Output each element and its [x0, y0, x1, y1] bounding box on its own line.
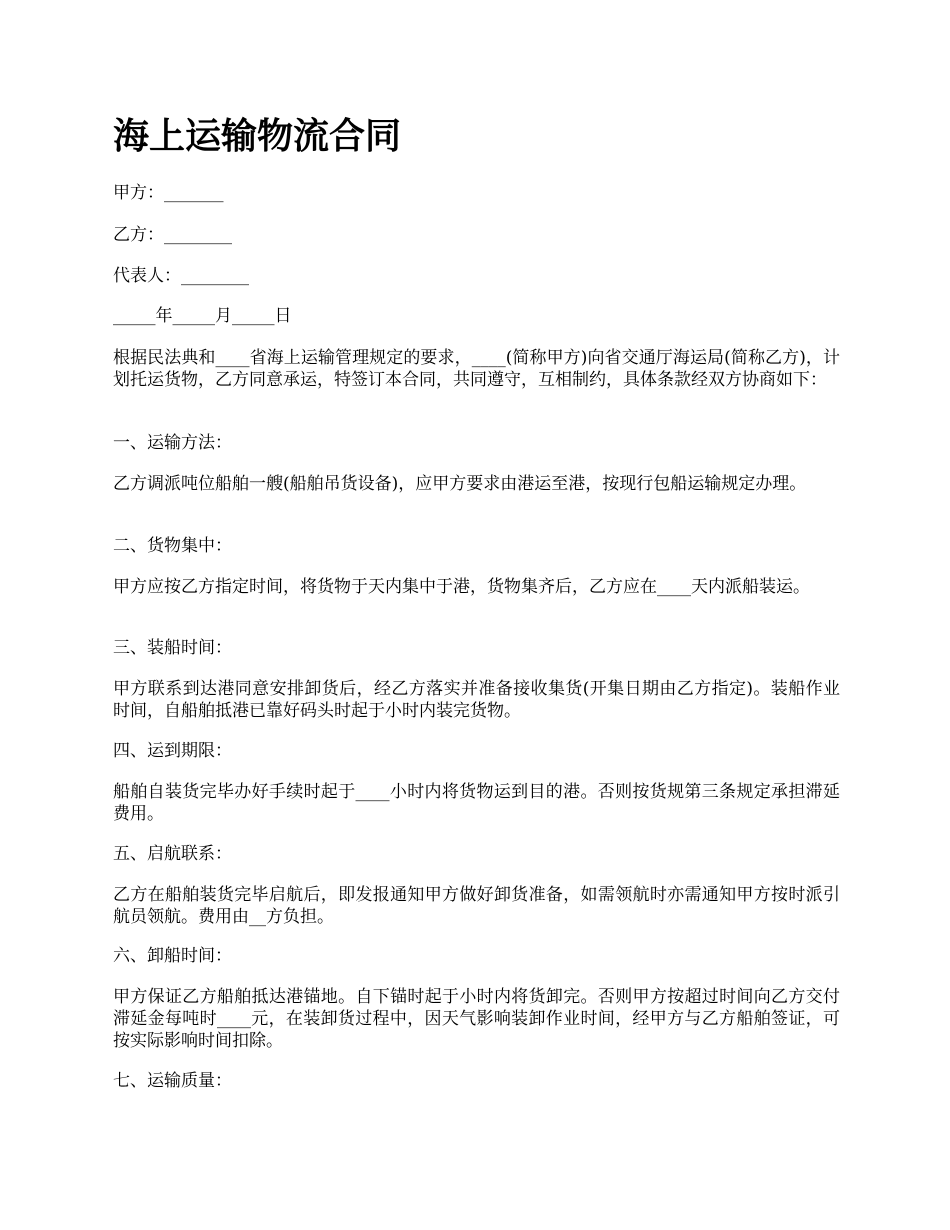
date-line: _____年_____月_____日 [113, 306, 292, 326]
section-body-3: 甲方联系到达港同意安排卸货后，经乙方落实并准备接收集货(开集日期由乙方指定)。装船作业时间，自船舶抵港已靠好码头时起于小时内装完货物。 [113, 679, 840, 721]
section-heading-2: 二、货物集中： [113, 536, 232, 556]
section-body-6: 甲方保证乙方船舶抵达港锚地。自下锚时起于小时内将货卸完。否则甲方按超过时间向乙方交付滞延金每吨时____元，在装卸货过程中，因天气影响装卸作业时间，经甲方与乙方船舶签证，可按实际影响时间扣除。 [113, 987, 840, 1051]
section-body-5: 乙方在船舶装货完毕启航后，即发报通知甲方做好卸货准备，如需领航时亦需通知甲方按时派引航员领航。费用由__方负担。 [113, 885, 840, 927]
section-heading-7: 七、运输质量： [113, 1071, 232, 1091]
intro-paragraph: 根据民法典和____省海上运输管理规定的要求，____(简称甲方)向省交通厅海运局(简称乙方)，计划托运货物，乙方同意承运，特签订本合同，共同遵守，互相制约，具体条款经双方协商如下： [113, 348, 840, 390]
section-heading-5: 五、启航联系： [113, 844, 232, 864]
section-heading-1: 一、运输方法： [113, 433, 232, 453]
representative-line: 代表人：________ [113, 266, 249, 286]
section-heading-3: 三、装船时间： [113, 638, 232, 658]
section-heading-4: 四、运到期限： [113, 741, 232, 761]
section-body-1: 乙方调派吨位船舶一艘(船舶吊货设备)，应甲方要求由港运至港，按现行包船运输规定办理。 [113, 474, 807, 494]
section-heading-6: 六、卸船时间： [113, 946, 232, 966]
party-a-line: 甲方：_______ [113, 183, 224, 203]
section-body-2: 甲方应按乙方指定时间，将货物于天内集中于港，货物集齐后，乙方应在____天内派船装运。 [113, 577, 810, 597]
party-b-line: 乙方：________ [113, 225, 232, 245]
document-title: 海上运输物流合同 [113, 115, 402, 157]
section-body-4: 船舶自装货完毕办好手续时起于____小时内将货物运到目的港。否则按货规第三条规定承担滞延费用。 [113, 782, 840, 824]
